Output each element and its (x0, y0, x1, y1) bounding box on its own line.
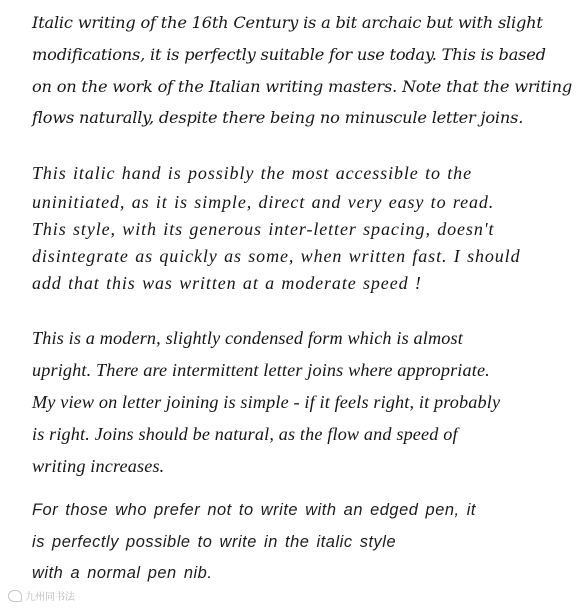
paragraph-3-line-3: My view on letter joining is simple - if it feels right, it probably (32, 392, 501, 412)
watermark-text: 九州同书法 (25, 592, 75, 603)
paragraph-4-line-1: For those who prefer not to write with an edged pen, it (32, 501, 477, 519)
paragraph-3-line-1: This is a modern, slightly condensed form which is almost (32, 328, 463, 348)
paragraph-2-line-4: disintegrate as quickly as some, when written fast. I should (32, 246, 521, 266)
paragraph-4-line-3: with a normal pen nib. (32, 564, 213, 582)
watermark (8, 588, 75, 603)
paragraph-3-line-4: is right. Joins should be natural, as the flow and speed of (32, 424, 458, 444)
paragraph-3-line-2: upright. There are intermittent letter joins where appropriate. (32, 360, 490, 380)
paragraph-1-line-3: on on the work of the Italian writing masters. Note that the writing (32, 77, 573, 96)
paragraph-1-line-1: Italic writing of the 16th Century is a bit archaic but with slight (32, 13, 543, 32)
paragraph-2-line-1: This italic hand is possibly the most accessible to the (32, 163, 472, 183)
paragraph-3-line-5: writing increases. (32, 456, 165, 476)
paragraph-2-line-3: This style, with its generous inter-letter spacing, doesn't (32, 219, 495, 239)
watermark-logo-icon (8, 590, 22, 602)
paragraph-1-line-4: flows naturally, despite there being no minuscule letter joins. (32, 108, 524, 127)
paragraph-1-line-2: modifications, it is perfectly suitable for use today. This is based (32, 45, 546, 64)
paragraph-2-line-5: add that this was written at a moderate speed ! (32, 273, 422, 293)
paragraph-4-line-2: is perfectly possible to write in the italic style (32, 533, 397, 551)
paragraph-2-line-2: uninitiated, as it is simple, direct and very easy to read. (32, 192, 495, 212)
